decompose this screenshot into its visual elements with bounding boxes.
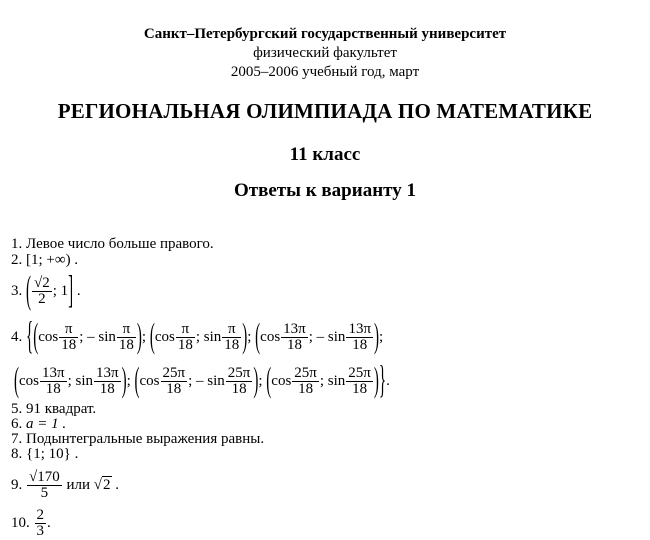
25pi-18-fraction: $\frac{25\pi}{18}$ bbox=[294, 365, 317, 397]
pi-18-fraction: $\frac{\pi}{18}$ bbox=[118, 321, 134, 353]
25pi-18-fraction: $\frac{25\pi}{18}$ bbox=[227, 365, 251, 397]
paren: ( bbox=[149, 319, 155, 356]
cos-label: cos bbox=[38, 328, 59, 345]
sqrt170-over-5-fraction: $\frac{√170}{5}$ bbox=[29, 469, 60, 501]
paren: ) bbox=[121, 363, 127, 400]
25pi-18-fraction: $\frac{25\pi}{18}$ bbox=[162, 365, 186, 397]
university-name: Санкт–Петербургский государственный университет bbox=[143, 26, 507, 42]
answer-number: 4. bbox=[11, 328, 23, 345]
paren: ) bbox=[374, 319, 380, 356]
answer-3 bbox=[11, 270, 81, 313]
separator: ; bbox=[195, 328, 200, 345]
answer-number: 10. bbox=[11, 514, 30, 531]
answer-number: 2. bbox=[11, 252, 23, 268]
answer-7 bbox=[11, 431, 264, 447]
answer-9 bbox=[11, 470, 119, 501]
answer-text: [1; +∞) . bbox=[26, 252, 79, 268]
answer-4-line-2: (cos $\frac{13\pi}{18}$ ; sin $\frac{13\pi}{18}$ ); (cos $\frac{25\pi}{18}$ ; – sin $\frac{25\pi}{18}$ ); (cos $\frac{25\pi}{18}$ ; sin $\frac{25\pi}{18}$ )}. bbox=[14, 360, 390, 403]
right-brace: } bbox=[378, 360, 387, 403]
sin-label: ; – sin bbox=[188, 372, 225, 389]
paren: ) bbox=[253, 363, 259, 400]
separator: ; bbox=[379, 328, 384, 345]
answer-1 bbox=[11, 236, 214, 252]
answer-number: 6. bbox=[11, 416, 23, 432]
answer-number: 1. bbox=[11, 236, 23, 252]
paren: ( bbox=[134, 363, 140, 400]
pi-18-fraction: $\frac{\pi}{18}$ bbox=[61, 321, 77, 353]
answer-end: . bbox=[47, 514, 51, 531]
separator: ; bbox=[258, 372, 263, 389]
answer-end: . bbox=[115, 476, 120, 493]
sin-label: sin bbox=[75, 372, 94, 389]
or-word: или bbox=[66, 476, 91, 493]
sin-label: sin bbox=[203, 328, 222, 345]
answer-number: 7. bbox=[11, 431, 23, 447]
sin-label: ; – sin bbox=[308, 328, 346, 345]
13pi-18-fraction: $\frac{13\pi}{18}$ bbox=[348, 321, 372, 353]
sin-label: ; – sin bbox=[79, 328, 116, 345]
13pi-18-fraction: $\frac{13\pi}{18}$ bbox=[96, 365, 119, 397]
answer-4-line-1 bbox=[11, 316, 384, 359]
paren: ) bbox=[136, 319, 142, 356]
13pi-18-fraction: $\frac{13\pi}{18}$ bbox=[283, 321, 306, 353]
two-thirds-fraction: $\frac{2}{3}$ bbox=[36, 507, 44, 539]
separator: ; bbox=[319, 372, 325, 389]
separator: ; bbox=[67, 372, 72, 389]
paren: ) bbox=[373, 363, 379, 400]
sin-label: sin bbox=[327, 372, 346, 389]
answer-text: 91 квадрат. bbox=[26, 401, 97, 417]
cos-label: cos bbox=[154, 328, 175, 345]
answer-6 bbox=[11, 416, 66, 432]
paren: ( bbox=[14, 363, 19, 400]
cos-label: cos bbox=[260, 328, 281, 345]
sqrt2-over-2-fraction: $\frac{√2}{2}$ bbox=[34, 275, 50, 307]
answer-number: 3. bbox=[11, 282, 23, 299]
faculty-name: физический факультет bbox=[253, 45, 397, 61]
separator: ; bbox=[126, 372, 131, 389]
right-bracket: ] bbox=[68, 270, 74, 313]
answer-text: Подынтегральные выражения равны. bbox=[26, 431, 265, 447]
answer-8 bbox=[11, 446, 78, 462]
paren: ) bbox=[242, 319, 248, 356]
paren: ( bbox=[255, 319, 261, 356]
answer-5 bbox=[11, 401, 96, 417]
answer-2 bbox=[11, 252, 78, 268]
grade-heading: 11 класс bbox=[289, 144, 361, 165]
cos-label: cos bbox=[271, 372, 292, 389]
cos-label: cos bbox=[19, 372, 39, 389]
left-brace: { bbox=[26, 316, 34, 359]
separator: ; bbox=[141, 328, 147, 345]
pi-18-fraction: $\frac{\pi}{18}$ bbox=[224, 321, 240, 353]
left-paren: ( bbox=[26, 270, 31, 313]
sqrt2: √2 bbox=[93, 476, 111, 493]
answer-end: . bbox=[76, 282, 81, 299]
separator: ; bbox=[247, 328, 252, 345]
academic-year: 2005–2006 учебный год, март bbox=[230, 64, 420, 80]
answer-text: {1; 10} . bbox=[26, 446, 79, 462]
answer-10 bbox=[11, 508, 51, 539]
paren: ( bbox=[33, 319, 39, 356]
answer-number: 8. bbox=[11, 446, 23, 462]
cos-label: cos bbox=[139, 372, 160, 389]
olympiad-title: РЕГИОНАЛЬНАЯ ОЛИМПИАДА ПО МАТЕМАТИКЕ bbox=[57, 99, 593, 123]
25pi-18-fraction: $\frac{25\pi}{18}$ bbox=[348, 365, 371, 397]
variant-heading: Ответы к варианту 1 bbox=[234, 180, 416, 201]
answer-text: a = 1 . bbox=[26, 416, 67, 432]
answer-number: 9. bbox=[11, 476, 23, 493]
interval-tail: ; 1 bbox=[52, 282, 69, 299]
paren: ( bbox=[266, 363, 272, 400]
answer-number: 5. bbox=[11, 401, 23, 417]
13pi-18-fraction: $\frac{13\pi}{18}$ bbox=[42, 365, 65, 397]
pi-18-fraction: $\frac{\pi}{18}$ bbox=[177, 321, 193, 353]
answer-text: Левое число больше правого. bbox=[26, 236, 214, 252]
